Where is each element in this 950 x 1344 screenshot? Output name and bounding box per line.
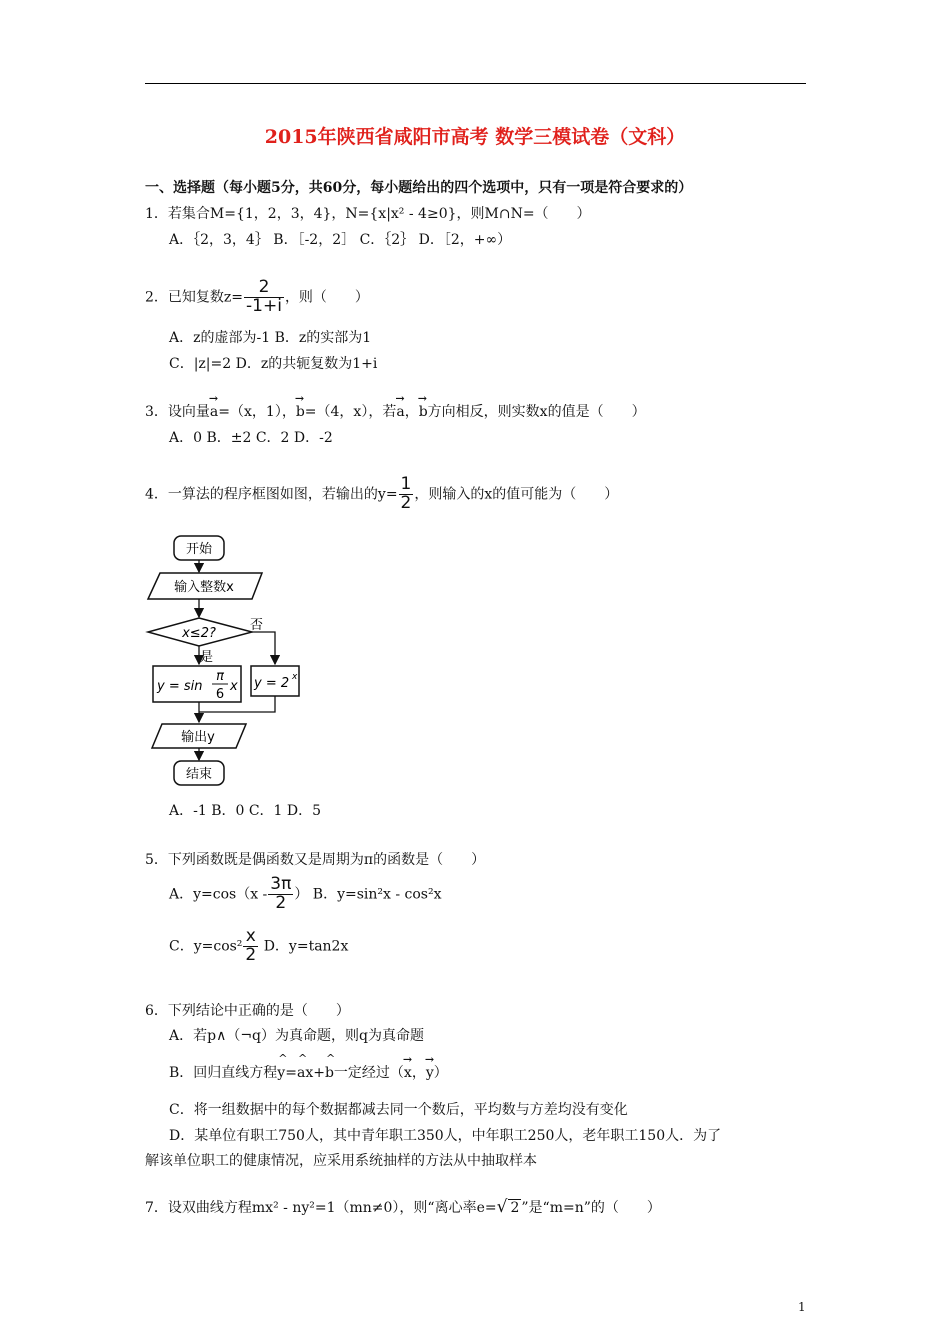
q5-a-den: 2 [275,892,287,913]
flow-process-pow-text: y = 2 [254,676,290,691]
flow-x-var: x [230,679,238,694]
q5-a-fraction [268,876,293,913]
flow-output-label: 输出y [181,730,215,745]
question-3-stem [145,401,646,421]
q5-c-fraction [243,928,258,965]
header-rule [145,83,806,84]
q6-b-mid: 一定经过（ [333,1065,404,1081]
q2-fraction [244,279,284,316]
q6-b-ybar: → y [426,1065,434,1081]
q3-text-2: =（x，1）， [218,404,296,420]
question-7-stem [145,1197,661,1217]
question-6-option-d-line2: 解该单位职工的健康情况，应采用系统抽样的方法从中抽取样本 [145,1153,537,1169]
q4-fraction [399,476,414,513]
q6-b-x: x+ [305,1065,325,1081]
q6-b-bhat: ^ b [325,1065,334,1081]
q5-a-post: ） B．y=sin²x - cos²x [294,886,442,903]
page-number: 1 [798,1300,806,1314]
vector-b: → b [296,404,305,420]
q3-text-1: 3．设向量 [145,404,210,420]
question-6-option-d-line1: D．某单位有职工750人，其中青年职工350人，中年职工250人，老年职工150人．为了 [169,1128,722,1144]
q4-fraction-den: 2 [400,492,412,513]
question-1-stem: 1．若集合M={1，2，3，4}，N={x|x² - 4≥0}，则M∩N=（ ） [145,206,591,222]
q6-b-end: ） [433,1065,448,1081]
q3-text-3: =（4，x），若 [304,404,397,420]
flow-six: 6 [215,687,225,702]
q7-sqrt-value: 2 [510,1200,520,1216]
question-5-options-cd [169,928,348,965]
question-6-option-c: C．将一组数据中的每个数据都减去同一个数后，平均数与方差均没有变化 [169,1102,628,1118]
q5-c-post: D．y=tan2x [259,938,349,955]
flow-no-label: 否 [250,618,264,633]
q6-b-eq: = [285,1065,297,1081]
q6-b-ahat: ^ a [297,1065,305,1081]
question-2-options-ab: A．z的虚部为-1 B．z的实部为1 [169,330,372,346]
flowchart [140,528,330,793]
section-heading: 一、选择题（每小题5分，共60分，每小题给出的四个选项中，只有一项是符合要求的） [145,180,693,196]
q5-c-pre: C．y=cos² [169,938,243,955]
question-4-options: A．-1 B．0 C．1 D．5 [169,803,322,819]
q5-a-num: 3π [270,874,292,894]
sqrt-sign: √ [496,1197,508,1217]
question-1-options: A．｛2，3，4｝ B．［-2，2］ C．｛2｝ D．［2，+∞） [169,232,512,248]
document-title: 2015年陕西省咸阳市高考 数学三模试卷（文科） [264,126,686,148]
q6-b-pre: B．回归直线方程 [169,1065,278,1081]
vector-a: → a [210,404,218,420]
q2-text-pre: 2．已知复数z= [145,289,244,306]
q6-b-yhat: ^ y [277,1065,285,1081]
question-4-stem [145,476,618,513]
flow-end-label: 结束 [185,767,213,782]
flow-pi: π [216,669,224,684]
question-6-stem: 6．下列结论中正确的是（ ） [145,1003,350,1019]
vector-a-2: → a [396,404,404,420]
question-2-options-cd: C．|z|=2 D．z的共轭复数为1+i [169,356,378,372]
q7-post: ”是“m=n”的（ ） [521,1200,661,1216]
flow-yes-label: 是 [200,650,214,665]
q2-fraction-den: -1+i [246,295,282,316]
q2-fraction-num: 2 [244,279,284,298]
q5-c-num: x [243,928,258,947]
q2-text-post: ，则（ ） [284,289,369,306]
question-5-stem: 5．下列函数既是偶函数又是周期为π的函数是（ ） [145,852,486,868]
question-6-option-a: A．若p∧（¬q）为真命题，则q为真命题 [169,1028,424,1044]
q7-pre: 7．设双曲线方程mx² - ny²=1（mn≠0），则“离心率e= [145,1200,497,1216]
q4-fraction-num: 1 [400,474,412,494]
q5-c-den: 2 [245,944,257,965]
question-2-stem [145,279,369,316]
question-6-option-b [169,1062,448,1082]
q4-text-pre: 4．一算法的程序框图如图，若输出的y= [145,486,398,503]
q6-b-xbar: → x [404,1065,412,1081]
question-5-options-ab [169,876,442,913]
q4-text-post: ，则输入的x的值可能为（ ） [414,486,619,503]
q5-a-pre: A．y=cos（x - [169,886,268,903]
q3-text-4: 方向相反，则实数x的值是（ ） [427,404,646,420]
flow-decision-label: x≤2? [182,626,216,641]
q3-sep: ， [404,404,419,420]
flow-start-label: 开始 [185,542,213,557]
q6-b-comma: ， [411,1065,426,1081]
flow-process-sin-text: y = sin [157,679,203,694]
vector-b-2: → b [419,404,428,420]
flow-input-label: 输入整数x [174,580,234,595]
flow-pow-exponent: x [292,672,298,682]
question-3-options: A．0 B．±2 C．2 D．-2 [169,430,333,446]
